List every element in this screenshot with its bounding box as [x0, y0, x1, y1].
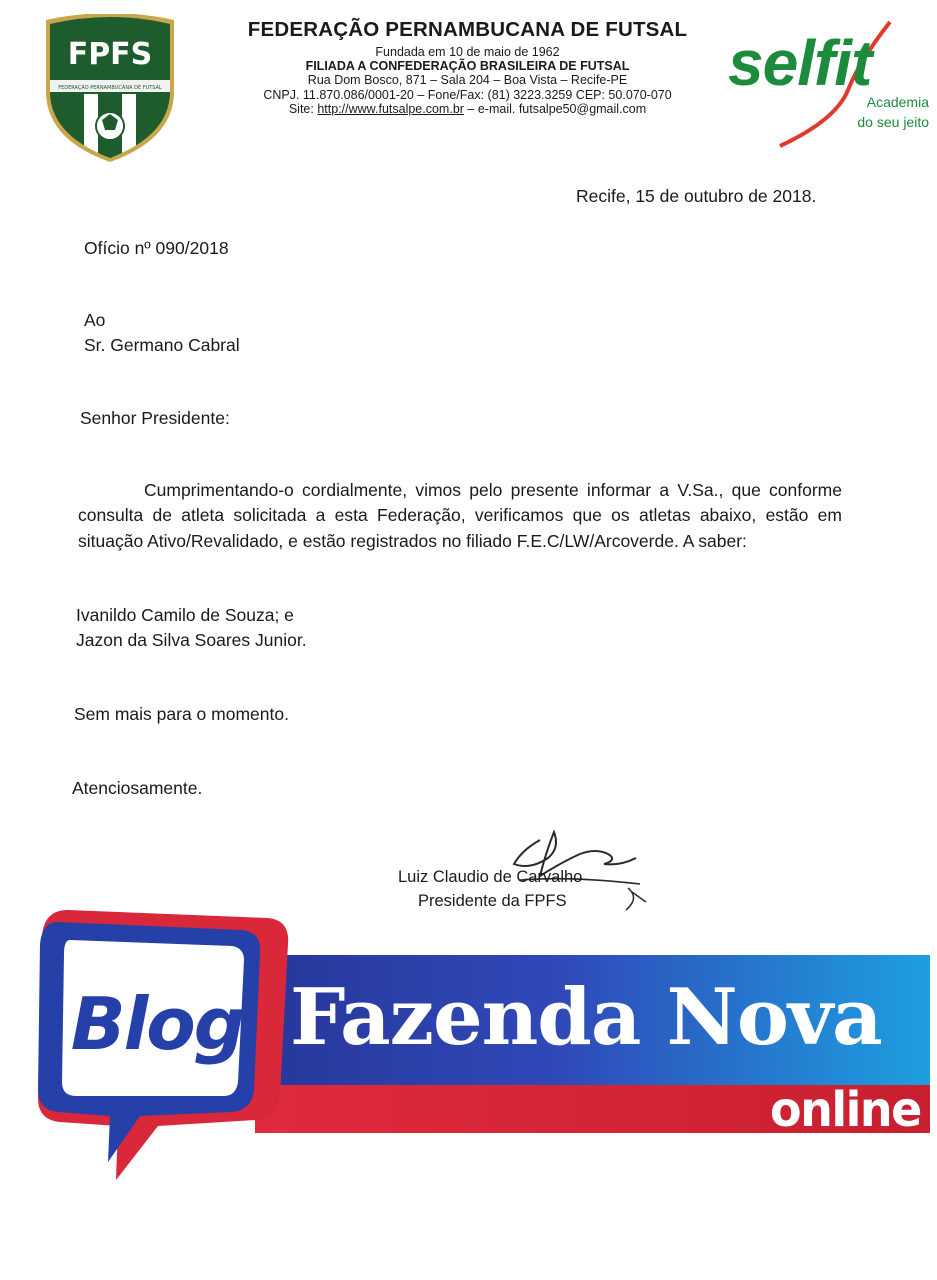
letterhead-info — [195, 18, 740, 116]
athlete-item: Jazon da Silva Soares Junior. — [76, 630, 307, 650]
signatory-name: Luiz Claudio de Carvalho — [398, 868, 583, 886]
sponsor-name: selfit — [728, 27, 872, 99]
closing-greeting: Atenciosamente. — [72, 778, 203, 798]
signatory-title: Presidente da FPFS — [418, 892, 567, 910]
banner-title: Fazenda Nova — [290, 972, 882, 1063]
addressee-name: Sr. Germano Cabral — [84, 335, 240, 355]
address: Rua Dom Bosco, 871 – Sala 204 – Boa Vista – Recife-PE — [307, 73, 628, 88]
fpfs-logo-crest — [40, 14, 180, 162]
sponsor-slogan-line-2: do seu jeito — [857, 114, 929, 130]
addressee-prefix: Ao — [84, 310, 106, 330]
banner-subtitle: online — [770, 1080, 921, 1138]
fpfs-logo-text: FPFS — [67, 37, 153, 72]
organization-name: FEDERAÇÃO PERNAMBUCANA DE FUTSAL — [247, 18, 688, 41]
site-email-line — [195, 102, 740, 116]
email-text: – e-mail. futsalpe50@gmail.com — [463, 102, 647, 117]
salutation: Senhor Presidente: — [80, 408, 230, 428]
affiliation: FILIADA A CONFEDERAÇÃO BRASILEIRA DE FUTSAL — [305, 58, 630, 73]
founded-date: Fundada em 10 de maio de 1962 — [375, 44, 560, 59]
date-line: Recife, 15 de outubro de 2018. — [576, 186, 817, 206]
cnpj-contact: CNPJ. 11.870.086/0001-20 – Fone/Fax: (81) 3223.3259 CEP: 50.070-070 — [263, 87, 672, 102]
closing-remark: Sem mais para o momento. — [74, 704, 289, 724]
fpfs-logo-subtext: FEDERAÇÃO PERNAMBUCANA DE FUTSAL — [58, 85, 162, 91]
site-label: Site: — [288, 102, 318, 117]
blog-badge-label: Blog — [70, 982, 244, 1066]
athlete-item: Ivanildo Camilo de Souza; e — [76, 605, 294, 625]
site-link[interactable]: http://www.futsalpe.com.br — [317, 102, 464, 117]
sponsor-slogan-line-1: Academia — [866, 94, 929, 110]
sponsor-logo — [720, 20, 935, 150]
body-paragraph: Cumprimentando-o cordialmente, vimos pelo presente informar a V.Sa., que conforme consulta de atleta solicitada a esta Federação, verificamos que os atletas abaixo, estão em situação Ativo/Revalidado, e estão registrados no filiado F.E.C/LW/Arcoverde. A saber: — [78, 480, 842, 551]
office-number: Ofício nº 090/2018 — [84, 238, 229, 258]
